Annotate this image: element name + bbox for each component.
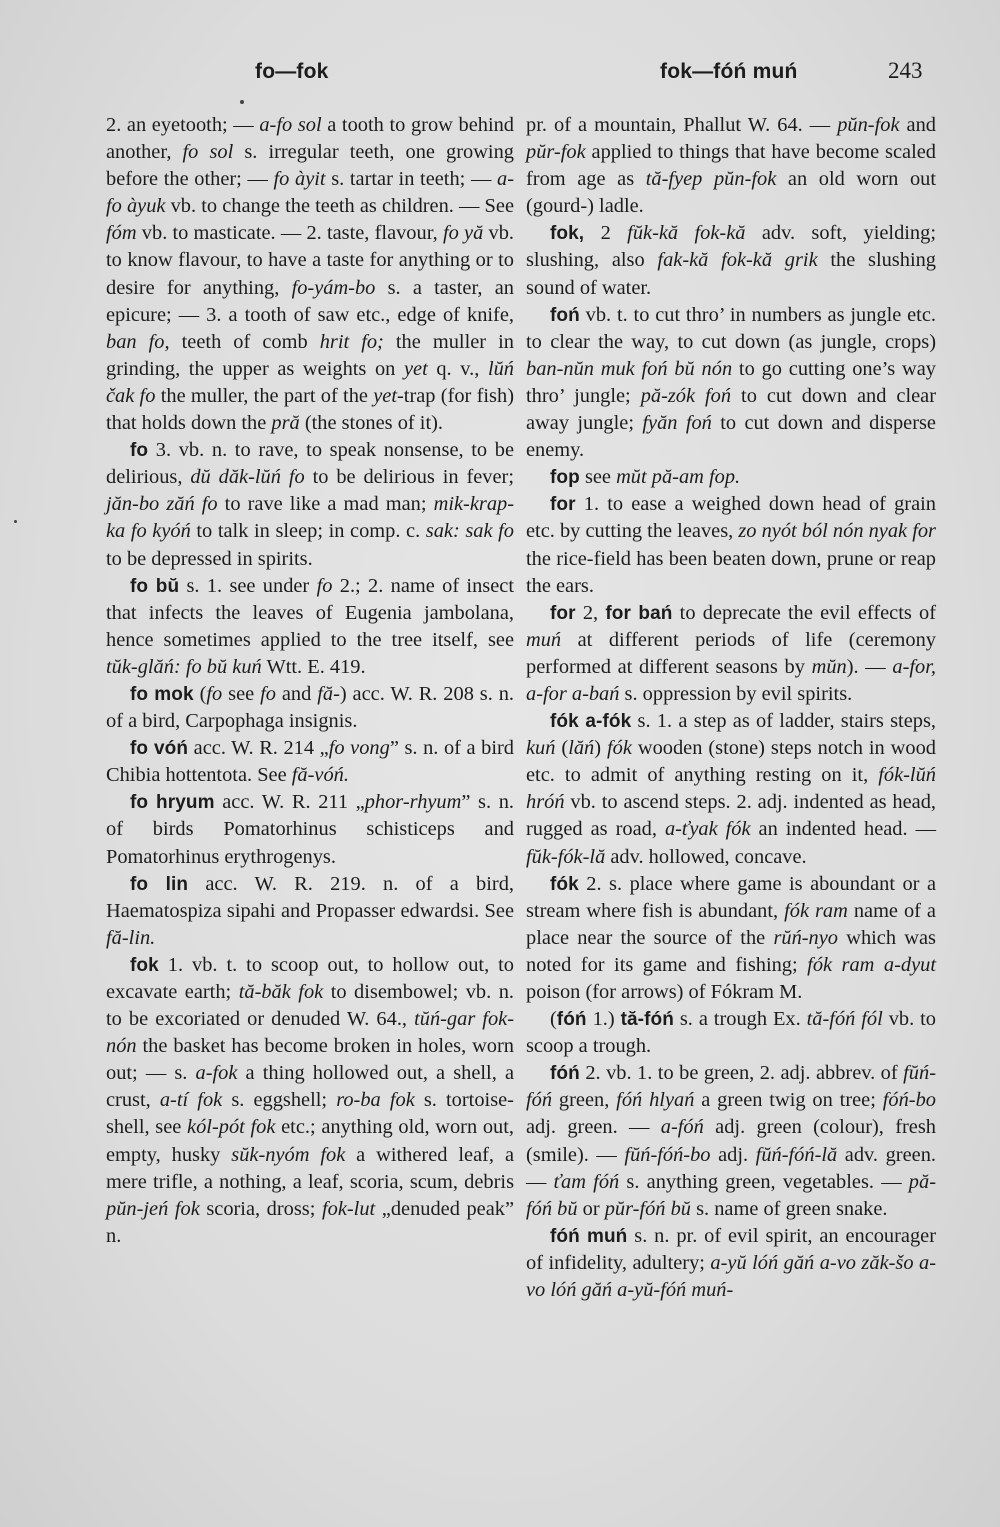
- italic-term: fóm: [106, 222, 137, 245]
- headword: fóń: [550, 1063, 580, 1085]
- page-number: 243: [888, 58, 923, 83]
- headword: fok,: [550, 223, 585, 245]
- italic-term: sak: sak fo: [425, 520, 514, 543]
- entry-text: s. a taster, an epicure; — 3. a tooth of saw etc., edge of knife,: [106, 276, 514, 326]
- entry-text: s. oppression by evil spirits.: [619, 682, 853, 705]
- italic-term: ban fo,: [106, 330, 170, 353]
- italic-term: a-fok: [195, 1062, 238, 1085]
- headword: fo hryum: [130, 792, 215, 814]
- entry-text: 2: [584, 222, 628, 245]
- headword: fo vóń: [130, 738, 189, 760]
- dictionary-entry: [106, 112, 514, 437]
- entry-text: to cut down and clear away jungle;: [526, 384, 937, 435]
- entry-text: s. eggshell;: [222, 1089, 337, 1112]
- entry-text: to cut down and disperse enemy.: [526, 412, 936, 462]
- italic-term: fo sol: [182, 141, 234, 164]
- headword: foń: [550, 304, 580, 326]
- entry-text: to go cutting one’s way thro’ jungle;: [526, 357, 936, 407]
- italic-term: lŭń čak fo: [106, 357, 514, 407]
- entry-text: -trap (for fish) that holds down the: [106, 384, 514, 435]
- entry-text: an indented head. —: [750, 818, 936, 841]
- entry-text: the basket has become broken in holes, worn out; — s.: [106, 1035, 514, 1085]
- italic-term: fyăn foń: [642, 412, 712, 435]
- entry-text: 1.): [586, 1008, 621, 1031]
- entry-text: adj. green (colour), fresh (smile). —: [526, 1116, 936, 1166]
- entry-text: (: [555, 737, 569, 760]
- italic-term: tă-fyep pŭn-fok: [645, 168, 777, 191]
- entry-text: q. v.,: [427, 357, 488, 380]
- italic-term: fak-kă fok-kă grik: [657, 249, 818, 272]
- entry-text: ) acc. W. R. 208 s. n. of a bird, Carpophaga insignis.: [106, 682, 515, 733]
- italic-term: fă-vóń.: [291, 764, 349, 787]
- entry-text: green,: [552, 1089, 617, 1112]
- entry-text: (: [193, 682, 207, 705]
- dictionary-entry: [106, 871, 514, 952]
- italic-term: fok-lut: [321, 1197, 376, 1220]
- entry-text: vb. to know flavour, to have a taste for anything or to desire for anything,: [106, 222, 514, 299]
- entry-text: the muller in grinding, the upper as weights on: [106, 330, 514, 380]
- italic-term: fo: [260, 682, 276, 705]
- dictionary-entry: [526, 112, 936, 220]
- italic-term: fă-lin.: [106, 926, 156, 949]
- headword: fók a-fók: [550, 711, 632, 733]
- italic-term: fo: [206, 682, 223, 705]
- dictionary-entry: [526, 871, 936, 1006]
- headword: tă-fóń: [620, 1009, 674, 1031]
- entry-text: 2.; 2. name of insect that infects the leaves of Eugenia jambolana, hence sometimes applied to the tree itself, see: [106, 574, 514, 651]
- italic-term: ťam fóń: [553, 1170, 620, 1193]
- entry-text: an old worn out (gourd-) ladle.: [526, 168, 936, 218]
- entry-text: s. 1. a step as of ladder, stairs steps,: [631, 710, 936, 733]
- headword: fóń: [556, 1009, 587, 1031]
- italic-term: lăń: [568, 737, 595, 760]
- italic-term: tŭń-gar fok-nón: [106, 1008, 514, 1058]
- italic-term: pŭr-fok: [526, 141, 586, 164]
- entry-text: s. tartar in teeth; —: [325, 168, 497, 191]
- italic-term: muń: [526, 628, 562, 651]
- italic-term: a-tí fok: [159, 1089, 223, 1112]
- italic-term: fók-lŭń hróń: [526, 764, 936, 814]
- italic-term: ro-ba fok: [336, 1089, 415, 1112]
- headword: for bań: [605, 602, 673, 624]
- entry-text: adv. hollowed, concave.: [605, 845, 807, 868]
- dictionary-entry: [106, 681, 514, 735]
- entry-text: 1. to ease a weighed down head of grain etc. by cutting the leaves,: [526, 493, 936, 543]
- italic-term: pŭr-fóń bŭ: [604, 1197, 691, 1220]
- headword: fo: [130, 440, 149, 462]
- italic-term: fo: [316, 574, 333, 597]
- italic-term: fo-yám-bo: [291, 276, 376, 299]
- entry-text: and: [899, 114, 936, 136]
- entry-text: teeth of comb: [169, 330, 320, 353]
- italic-term: fóń hlyań: [616, 1089, 695, 1112]
- dictionary-entry: [526, 1006, 936, 1060]
- dictionary-entry: [106, 952, 514, 1250]
- headword: fók: [550, 873, 579, 895]
- running-head-right: fok—fóń muń: [660, 60, 798, 83]
- italic-term: fóń-bo: [882, 1089, 936, 1112]
- italic-term: pă-zók foń: [640, 384, 732, 407]
- entry-text: the muller, the part of the: [155, 384, 374, 407]
- italic-term: pă-fóń bŭ: [526, 1170, 936, 1220]
- italic-term: yet: [373, 384, 398, 407]
- entry-text: adj. green. —: [526, 1116, 661, 1139]
- dictionary-entry: [526, 464, 936, 491]
- italic-term: phor-rhyum: [364, 791, 462, 814]
- entry-text: to talk in sleep; in comp. c.: [190, 520, 426, 543]
- entry-text: see: [579, 466, 617, 489]
- dictionary-entry: [106, 573, 514, 681]
- entry-text: and: [275, 682, 318, 705]
- entry-text: to rave like a mad man;: [217, 493, 434, 516]
- headword: fo mok: [130, 683, 194, 705]
- dictionary-entry: [106, 437, 514, 572]
- italic-term: yet: [403, 357, 428, 380]
- entry-text: acc. W. R. 214 „: [188, 737, 329, 760]
- entry-text: wooden (stone) steps notch in wood etc. to admit of anything resting on it,: [526, 737, 936, 787]
- dictionary-entry: [526, 600, 936, 708]
- entry-text: ): [594, 737, 607, 760]
- entry-text: (the stones of it).: [299, 412, 443, 435]
- entry-text: 1. vb. t. to scoop out, to hollow out, to excavate earth;: [106, 953, 514, 1003]
- italic-term: a-fo sol: [259, 114, 322, 136]
- entry-text: a withered leaf, a mere trifle, a nothing, a leaf, scoria, scum, debris: [106, 1143, 514, 1193]
- entry-text: s. anything green, vegetables. —: [619, 1170, 909, 1193]
- dictionary-entry: [526, 491, 936, 599]
- entry-text: (: [550, 1008, 557, 1031]
- italic-term: rŭń-nyo: [773, 926, 838, 949]
- entry-text: acc. W. R. 219. n. of a bird, Haematospiza sipahi and Propasser edwardsi. See: [106, 872, 514, 922]
- italic-term: kuń: [526, 737, 556, 760]
- italic-term: fŭk-fók-lă: [526, 845, 606, 868]
- italic-term: a-yŭ lóń găń a-vo zăk-šo a-vo lóń găń a-yŭ-fóń muń-: [526, 1251, 936, 1302]
- headword: for: [550, 602, 576, 624]
- italic-term: mik-krap-ka fo kyóń: [106, 493, 515, 543]
- entry-text: vb. to ascend steps. 2. adj. indented as head, rugged as road,: [526, 791, 936, 841]
- dictionary-entry: [106, 789, 514, 870]
- entry-text: s. name of green snake.: [691, 1197, 888, 1220]
- entry-text: etc.; anything old, worn out, empty, husky: [106, 1116, 515, 1166]
- italic-term: zo nyót ból nón nyak for: [738, 520, 936, 543]
- running-head-left: fo—fok: [255, 60, 329, 83]
- dictionary-entry: [526, 220, 936, 301]
- entry-text: ” s. n. of a bird Chibia hottentota. See: [106, 737, 515, 787]
- entry-text: 2. s. place where game is aboundant or a stream where fish is abundant,: [526, 872, 936, 922]
- headword: fo bŭ: [130, 575, 180, 597]
- entry-text: Wtt. E. 419.: [261, 655, 366, 678]
- entry-text: adv. green. —: [526, 1143, 936, 1193]
- entry-text: vb. to masticate. — 2. taste, flavour,: [136, 222, 443, 245]
- entry-text: s. a trough Ex.: [673, 1008, 807, 1031]
- italic-term: fŭk-kă fok-kă: [627, 222, 746, 245]
- entry-text: s. irregular teeth, one growing before the other; —: [106, 141, 514, 191]
- italic-term: jăn-bo zăń fo: [106, 493, 218, 516]
- right-column: [526, 112, 936, 1304]
- entry-text: 2,: [575, 601, 606, 624]
- entry-text: the rice-field has been beaten down, prune or reap the ears.: [526, 547, 936, 597]
- dictionary-entry: [526, 302, 936, 465]
- entry-text: to be depressed in spirits.: [106, 547, 313, 570]
- entry-text: or: [577, 1197, 605, 1220]
- italic-term: fók ram a-dyut: [807, 953, 936, 976]
- italic-term: fă-: [317, 682, 340, 705]
- italic-term: fók ram: [784, 899, 848, 922]
- italic-term: a-fóń: [660, 1116, 704, 1139]
- entry-text: vb. to scoop a trough.: [526, 1008, 936, 1058]
- italic-term: fo àyit: [273, 168, 326, 191]
- entry-text: at different periods of life (ceremony performed at different seasons by: [526, 628, 936, 678]
- dictionary-entry: [526, 1223, 936, 1304]
- entry-text: pr. of a mountain, Phallut W. 64. —: [526, 114, 838, 136]
- italic-term: hrit fo;: [319, 330, 384, 353]
- entry-text: 2. an eyetooth; —: [106, 114, 260, 136]
- entry-text: to be delirious in fever;: [304, 466, 515, 489]
- entry-text: a tooth to grow behind another,: [106, 114, 515, 164]
- italic-term: mŭn: [811, 655, 847, 678]
- entry-text: s. tortoise-shell, see: [106, 1089, 514, 1139]
- entry-text: applied to things that have become scaled from age as: [526, 141, 936, 191]
- entry-text: scoria, dross;: [199, 1197, 322, 1220]
- italic-term: ban-nŭn muk foń bŭ nón: [526, 357, 733, 380]
- entry-text: adv. soft, yielding; slushing, also: [526, 222, 936, 272]
- headword: for: [550, 494, 576, 516]
- headword: fop: [550, 467, 580, 489]
- entry-text: see: [222, 682, 261, 705]
- headword: fok: [130, 954, 159, 976]
- italic-term: fŭń-fóń: [526, 1062, 936, 1112]
- entry-text: 3. vb. n. to rave, to speak nonsense, to be delirious,: [106, 439, 514, 489]
- entry-text: vb. t. to cut thro’ in numbers as jungle etc. to clear the way, to cut down (as jungle, crops): [526, 303, 936, 353]
- entry-text: to deprecate the evil effects of: [672, 601, 936, 624]
- italic-term: tă-fóń fól: [806, 1008, 883, 1031]
- entry-text: adj.: [710, 1143, 756, 1166]
- dictionary-entry: [106, 735, 514, 789]
- italic-term: tă-băk fok: [238, 981, 324, 1003]
- italic-term: pră: [271, 412, 300, 435]
- dictionary-entry: [526, 708, 936, 871]
- italic-term: kól-pót fok: [187, 1116, 276, 1139]
- entry-text: s. 1. see under: [179, 574, 317, 597]
- entry-text: a thing hollowed out, a shell, a crust,: [106, 1062, 514, 1112]
- entry-text: ). —: [846, 655, 893, 678]
- italic-term: tŭk-glăń: fo bŭ kuń: [106, 655, 262, 678]
- italic-term: fŭń-fóń-lă: [755, 1143, 838, 1166]
- entry-text: vb. to change the teeth as children. — See: [165, 195, 514, 218]
- entry-text: acc. W. R. 211 „: [214, 791, 365, 814]
- italic-term: fŭń-fóń-bo: [624, 1143, 711, 1166]
- italic-term: pŭn-jeń fok: [106, 1197, 200, 1220]
- entry-text: to disembowel; vb. n. to be excoriated or denuded W. 64.,: [106, 981, 514, 1031]
- left-column: [106, 112, 514, 1250]
- entry-text: a green twig on tree;: [694, 1089, 883, 1112]
- entry-text: poison (for arrows) of Fókram M.: [526, 981, 803, 1003]
- italic-term: a-fo àyuk: [106, 168, 514, 218]
- headword: fo lin: [130, 873, 189, 895]
- italic-term: fo vong: [328, 737, 390, 760]
- italic-term: a-ťyak fók: [664, 818, 751, 841]
- entry-text: name of a place near the source of the: [526, 899, 936, 949]
- headword: fóń muń: [550, 1225, 628, 1247]
- entry-text: ” s. n. of birds Pomatorhinus schisticeps and Pomatorhinus erythrogenys.: [106, 791, 514, 868]
- italic-term: mŭt pă-am fop.: [616, 466, 741, 489]
- paper-speck: [14, 520, 17, 523]
- italic-term: fók: [606, 737, 632, 760]
- italic-term: fo yă: [442, 222, 484, 245]
- italic-term: a-for, a-for a-bań: [526, 655, 936, 705]
- entry-text: s. n. pr. of evil spirit, an encourager of infidelity, adultery;: [526, 1224, 937, 1274]
- italic-term: sŭk-nyóm fok: [231, 1143, 346, 1166]
- entry-text: 2. vb. 1. to be green, 2. adj. abbrev. of: [579, 1062, 904, 1085]
- entry-text: the slushing sound of water.: [526, 249, 936, 299]
- entry-text: „denuded peak” n.: [106, 1197, 514, 1247]
- dictionary-entry: [526, 1060, 936, 1223]
- entry-text: which was noted for its game and fishing;: [526, 926, 936, 976]
- italic-term: dŭ dăk-lŭń fo: [190, 466, 305, 489]
- paper-speck: [240, 100, 244, 104]
- italic-term: pŭn-fok: [837, 114, 900, 136]
